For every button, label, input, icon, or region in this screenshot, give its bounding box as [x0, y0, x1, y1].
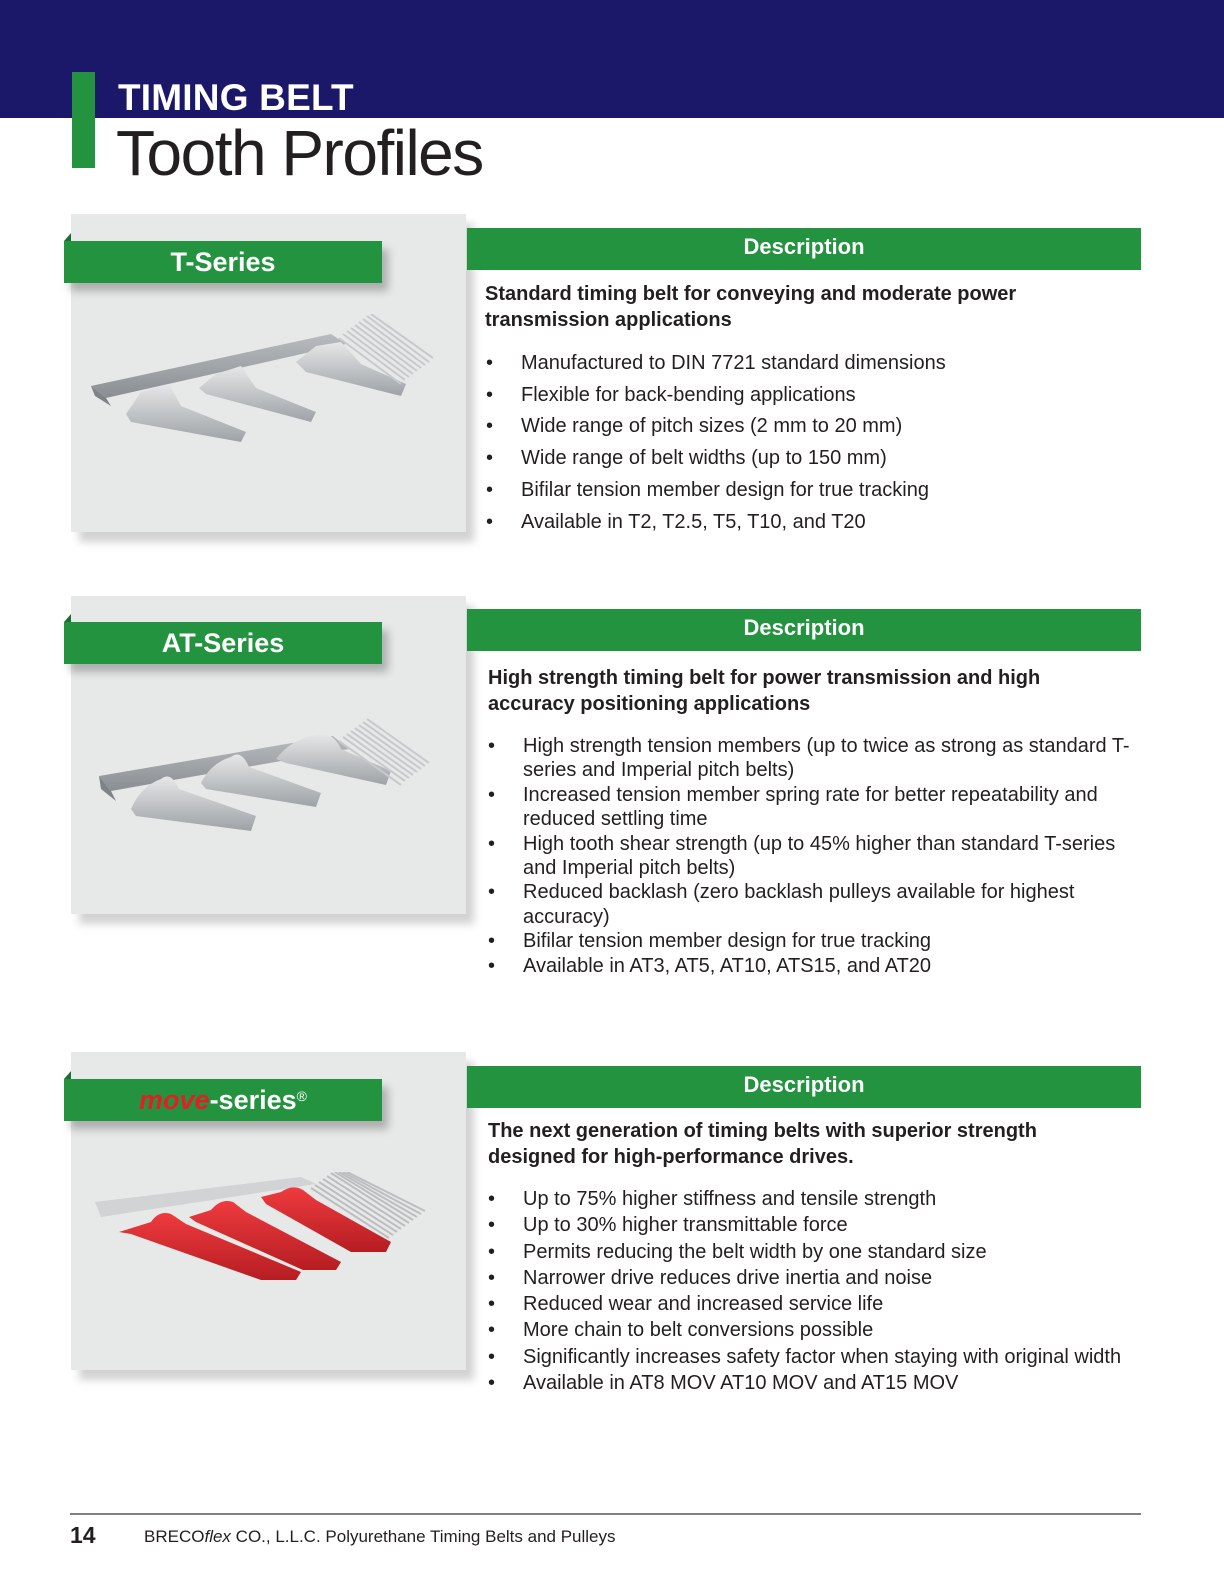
list-item-text: More chain to belt conversions possible	[523, 1319, 874, 1342]
description-header: Description	[467, 609, 1141, 651]
list-item	[488, 783, 1148, 832]
bullet-icon: •	[488, 832, 496, 855]
list-item-text: Increased tension member spring rate for better repeatability and reduced settling time	[523, 783, 1098, 831]
bullet-icon: •	[488, 735, 496, 757]
list-item	[488, 832, 1148, 881]
description-lead: The next generation of timing belts with superior strength designed for high-performance drives.	[488, 1120, 1037, 1168]
brand-prefix: BRECO	[144, 1527, 205, 1546]
list-item-text: Wide range of pitch sizes (2 mm to 20 mm)	[521, 415, 903, 438]
bullet-icon: •	[488, 783, 496, 806]
footer-text: CO., L.L.C. Polyurethane Timing Belts and Pulleys	[230, 1527, 616, 1546]
list-item-text: Available in T2, T2.5, T5, T10, and T20	[521, 510, 866, 533]
series-label-text: AT-Series	[161, 628, 285, 658]
series-label-t-series	[64, 241, 382, 283]
bullet-icon: •	[486, 447, 494, 470]
list-item	[488, 734, 1148, 783]
description-header: Description	[467, 1066, 1141, 1108]
list-item-text: Reduced backlash (zero backlash pulleys available for highest accuracy)	[523, 881, 1075, 928]
list-item-text: Up to 75% higher stiffness and tensile strength	[523, 1188, 937, 1210]
series-label-text: -series	[209, 1085, 297, 1115]
page-number: 14	[70, 1522, 96, 1548]
list-item	[486, 475, 946, 507]
bullet-icon: •	[488, 930, 496, 953]
bullet-icon: •	[488, 954, 496, 977]
label-corner-tick	[64, 614, 71, 622]
list-item-text: High strength tension members (up to twice as strong as standard T-series and Imperial pitch belts)	[523, 735, 1130, 782]
bullet-icon: •	[486, 383, 494, 406]
list-item-text: Wide range of belt widths (up to 150 mm)	[521, 447, 887, 470]
bullet-icon: •	[488, 1319, 496, 1342]
bullet-icon: •	[488, 881, 496, 904]
bullet-icon: •	[488, 1188, 496, 1210]
feature-list	[488, 734, 1148, 978]
title-accent-bar	[72, 72, 95, 168]
list-item	[486, 348, 946, 380]
list-item-text: Bifilar tension member design for true tracking	[523, 930, 931, 953]
list-item	[488, 1317, 1158, 1343]
list-item	[488, 1239, 1158, 1265]
list-item-text: Permits reducing the belt width by one standard size	[523, 1240, 987, 1263]
registered-mark: ®	[296, 1088, 307, 1104]
list-item	[488, 880, 1148, 929]
feature-list	[486, 348, 946, 538]
list-item	[486, 443, 946, 475]
list-item-text: Significantly increases safety factor when staying with original width	[523, 1345, 1122, 1368]
bullet-icon: •	[488, 1372, 496, 1395]
bullet-icon: •	[486, 415, 494, 438]
list-item-text: High tooth shear strength (up to 45% higher than standard T-series and Imperial pitch belts)	[523, 832, 1116, 880]
list-item	[486, 380, 946, 412]
bullet-icon: •	[488, 1293, 496, 1316]
bullet-icon: •	[486, 510, 494, 533]
label-corner-tick	[64, 1071, 71, 1079]
list-item	[486, 507, 946, 539]
bullet-icon: •	[486, 478, 494, 501]
bullet-icon: •	[488, 1214, 496, 1237]
list-item-text: Flexible for back-bending applications	[521, 383, 856, 406]
bullet-icon: •	[488, 1240, 496, 1263]
list-item-text: Manufactured to DIN 7721 standard dimensions	[521, 352, 946, 374]
list-item	[488, 1370, 1158, 1396]
bullet-icon: •	[486, 352, 494, 374]
page-supertitle: TIMING BELT	[118, 77, 354, 118]
list-item-text: Available in AT8 MOV AT10 MOV and AT15 MOV	[523, 1372, 959, 1395]
label-corner-tick	[64, 233, 71, 241]
list-item-text: Narrower drive reduces drive inertia and noise	[523, 1266, 933, 1289]
description-header: Description	[467, 228, 1141, 270]
brand-italic: flex	[204, 1527, 231, 1546]
list-item-text: Available in AT3, AT5, AT10, ATS15, and AT20	[523, 954, 932, 977]
list-item-text: Reduced wear and increased service life	[523, 1293, 884, 1316]
list-item	[488, 954, 1148, 978]
t-series-belt-illustration	[71, 314, 466, 464]
list-item	[488, 1344, 1158, 1370]
list-item-text: Bifilar tension member design for true tracking	[521, 478, 929, 501]
description-lead: Standard timing belt for conveying and moderate power transmission applications	[485, 283, 1017, 331]
at-series-belt-illustration	[71, 691, 466, 851]
description-lead: High strength timing belt for power transmission and high accuracy positioning applications	[488, 667, 1041, 715]
page-title: Tooth Profiles	[116, 117, 483, 189]
footer-caption	[144, 1527, 616, 1547]
series-label-move-series	[64, 1079, 382, 1121]
move-series-belt-illustration	[71, 1172, 466, 1302]
list-item	[488, 1212, 1158, 1238]
list-item	[488, 929, 1148, 953]
feature-list	[488, 1186, 1158, 1396]
list-item	[486, 411, 946, 443]
series-label-text: T-Series	[170, 247, 276, 277]
footer-divider	[70, 1513, 1141, 1515]
list-item-text: Up to 30% higher transmittable force	[523, 1214, 848, 1237]
list-item	[488, 1291, 1158, 1317]
bullet-icon: •	[488, 1266, 496, 1289]
bullet-icon: •	[488, 1345, 496, 1368]
list-item	[488, 1265, 1158, 1291]
series-label-brand: move	[139, 1085, 210, 1115]
list-item	[488, 1186, 1158, 1212]
series-label-at-series	[64, 622, 382, 664]
